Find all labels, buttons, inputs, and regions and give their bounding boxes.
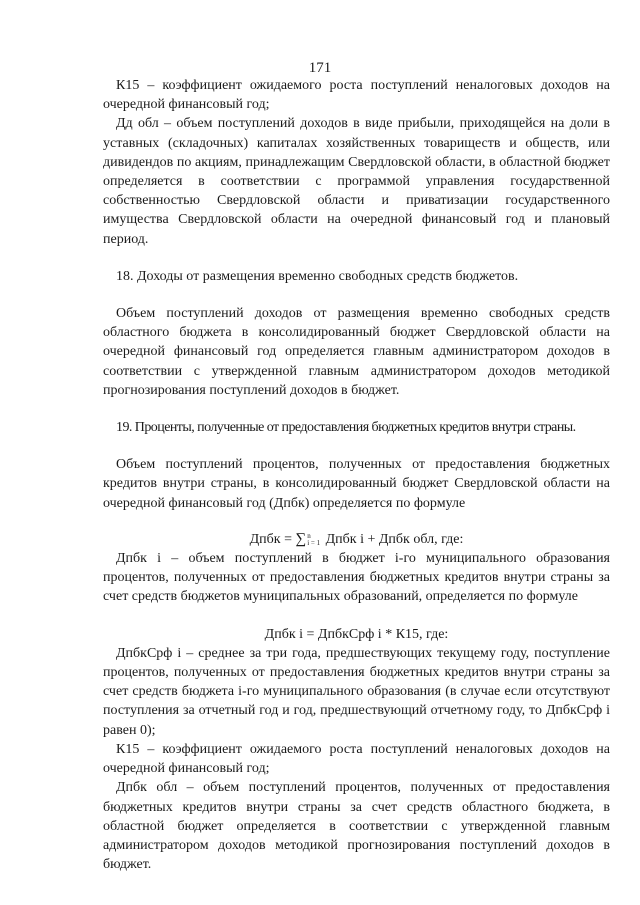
paragraph-k15-definition-2: К15 – коэффициент ожидаемого роста поступлений неналоговых доходов на очередной финансовый год; [103, 741, 610, 777]
paragraph-dpbk-obl-definition: Дпбк обл – объем поступлений процентов, полученных от предоставления бюджетных кредитов внутри страны за счет средств областного бюджета, в областной бюджет определяется в соответствии с утвержденной главным администратором доходов методикой прогнозирования поступлений доходов в бюджет. [103, 780, 610, 873]
paragraph-section-19-body: Объем поступлений процентов, полученных от предоставления бюджетных кредитов внутри страны, в консолидированный бюджет Свердловской области на очередной финансовый год (Дпбк) определяется по формуле [103, 457, 610, 511]
formula-lhs: Дпбк = [249, 531, 292, 547]
formula-rhs: Дпбк i + Дпбк обл, где: [325, 531, 464, 547]
document-body [103, 76, 610, 874]
sum-limits [307, 533, 320, 547]
paragraph-dd-obl-definition: Дд обл – объем поступлений доходов в виде прибыли, приходящейся на доли в уставных (складочных) капиталах хозяйственных товариществ и обществ, или дивидендов по акциям, принадлежащим Свердловской области, в областной бюджет определяется в соответствии с программой управления государственной собственностью Свердловской области и приватизации государственного имущества Свердловской области на очередной финансовый год и плановый период. [103, 116, 610, 247]
page-number: 171 [308, 60, 332, 76]
section-heading-19: 19. Проценты, полученные от предоставления бюджетных кредитов внутри страны. [116, 420, 576, 436]
paragraph-section-18-body: Объем поступлений доходов от размещения временно свободных средств областного бюджета в консолидированный бюджет Свердловской области на очередной финансовый год определяется главным администратором доходов в соответствии с утвержденной главным администратором доходов методикой прогнозирования поступлений доходов в бюджет. [103, 306, 610, 398]
sum-icon: ∑ [295, 530, 307, 547]
paragraph-dpbksrf-definition: ДпбкСрф i – среднее за три года, предшествующих текущему году, поступление процентов, полученных от предоставления бюджетных кредитов внутри страны за счет средств бюджета i-го муниципального образования (в случае если отсутствуют поступления за отчетный год и год, предшествующий отчетному году, то ДпбкСрф i равен 0); [103, 645, 610, 738]
formula-dpbk-i: Дпбк i = ДпбкСрф i * К15, где: [264, 626, 449, 642]
paragraph-k15-definition: К15 – коэффициент ожидаемого роста поступлений неналоговых доходов на очередной финансовый год; [103, 78, 610, 113]
formula-dpbk-total [103, 530, 610, 549]
sum-upper-limit: n [307, 531, 311, 540]
sum-lower-limit: i = 1 [307, 538, 321, 547]
section-heading-18: 18. Доходы от размещения временно свободных средств бюджетов. [116, 268, 519, 284]
paragraph-dpbk-i-definition: Дпбк i – объем поступлений в бюджет i-го муниципального образования процентов, полученных от предоставления бюджетных кредитов внутри страны за счет средств бюджетов муниципальных образований, определяется по формуле [103, 551, 610, 605]
